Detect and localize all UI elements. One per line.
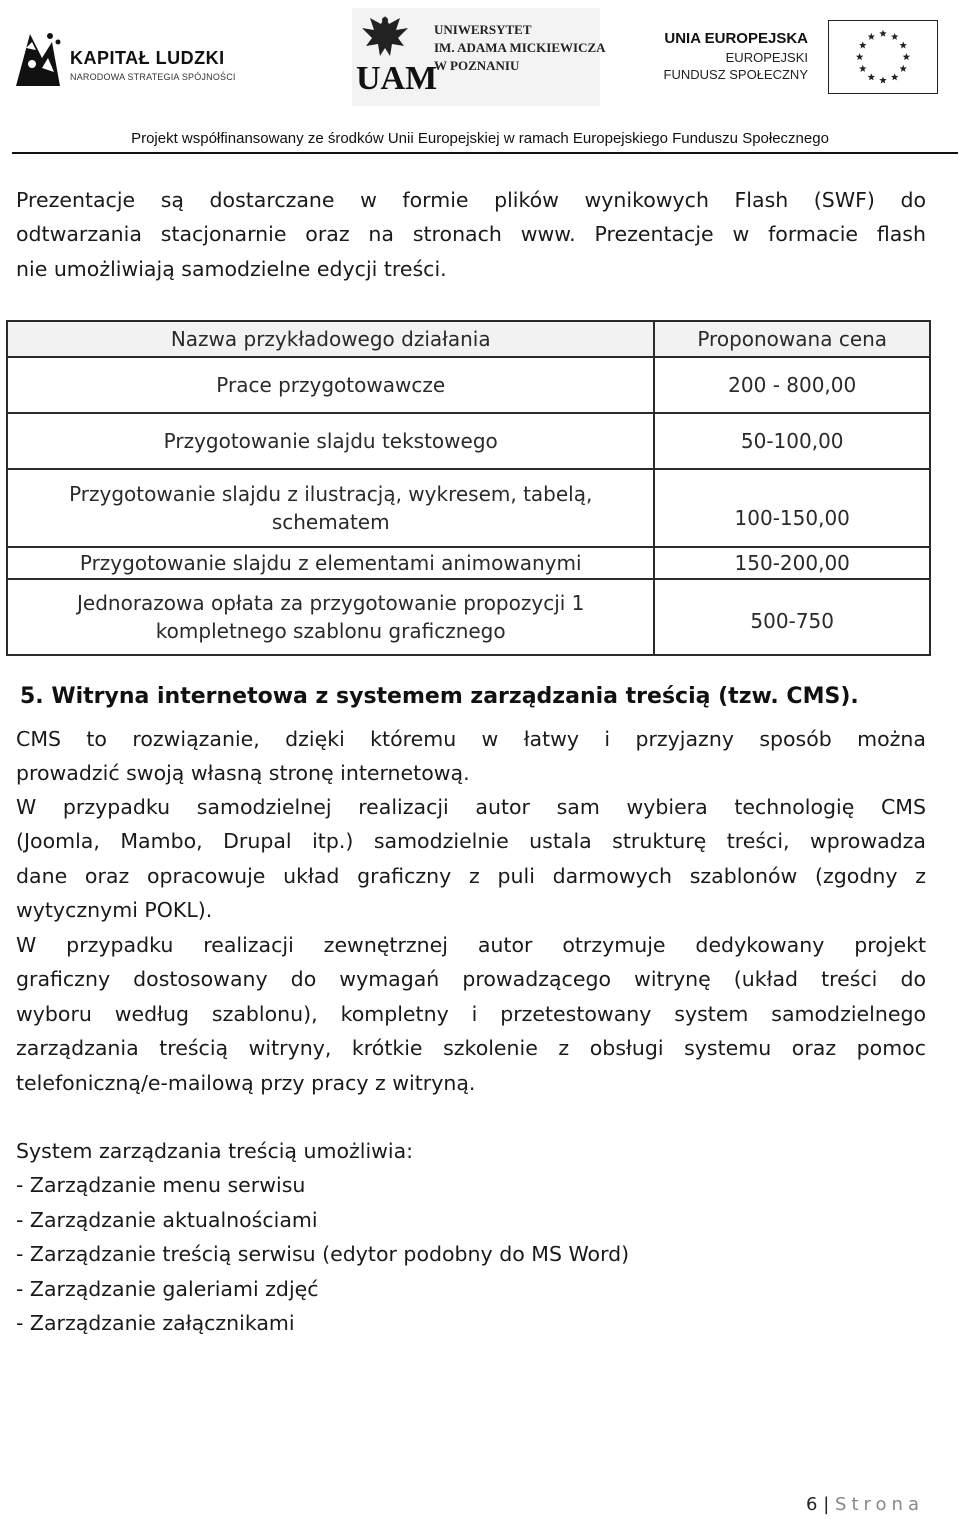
eu-star-icon bbox=[879, 76, 886, 83]
page-header bbox=[0, 0, 960, 156]
list-item: - Zarządzanie treścią serwisu (edytor podobny do MS Word) bbox=[16, 1242, 630, 1267]
table-cell-price: 200 - 800,00 bbox=[654, 357, 930, 413]
table-cell-line: Jednorazowa opłata za przygotowanie propozycji 1 bbox=[77, 591, 585, 615]
eu-star-icon bbox=[868, 73, 875, 80]
section-heading: 5. Witryna internetowa z systemem zarządzania treścią (tzw. CMS). bbox=[20, 684, 859, 709]
paragraph-line: W przypadku realizacji zewnętrznej autor otrzymuje dedykowany projekt bbox=[16, 933, 926, 957]
eu-star-icon bbox=[900, 65, 907, 72]
table-cell-price: 100-150,00 bbox=[654, 469, 930, 547]
cms-features-list bbox=[16, 1134, 926, 1340]
table-row bbox=[7, 357, 930, 413]
table-row bbox=[7, 579, 930, 655]
kapital-ludzki-logo bbox=[12, 28, 236, 98]
table-row bbox=[7, 413, 930, 469]
list-item: - Zarządzanie załącznikami bbox=[16, 1311, 295, 1336]
eu-star-icon bbox=[891, 33, 898, 40]
list-item: - Zarządzanie galeriami zdjęć bbox=[16, 1276, 319, 1301]
intro-line: odtwarzania stacjonarnie oraz na stronach www. Prezentacje w formacie flash bbox=[16, 222, 926, 247]
uam-line-2: IM. ADAMA MICKIEWICZA bbox=[434, 40, 606, 55]
intro-line: nie umożliwiają samodzielne edycji treści. bbox=[16, 256, 447, 281]
table-cell-line: schematem bbox=[271, 510, 390, 534]
list-item: - Zarządzanie menu serwisu bbox=[16, 1173, 306, 1198]
page-footer bbox=[806, 1494, 924, 1515]
eu-line-1: UNIA EUROPEJSKA bbox=[664, 30, 808, 47]
table-cell-name: Przygotowanie slajdu tekstowego bbox=[7, 413, 654, 469]
eu-line-2: EUROPEJSKI bbox=[725, 50, 808, 65]
paragraph-line: graficzny dostosowany do wymagań prowadzącego witrynę (układ treści do bbox=[16, 967, 926, 992]
paragraph-line: CMS to rozwiązanie, dzięki któremu w łatwy i przyjazny sposób można bbox=[16, 727, 926, 751]
table-cell-price: 50-100,00 bbox=[654, 413, 930, 469]
eu-star-icon bbox=[856, 53, 863, 60]
table-header-row bbox=[7, 321, 930, 357]
table-cell-price: 150-200,00 bbox=[654, 547, 930, 579]
list-item: - Zarządzanie aktualnościami bbox=[16, 1207, 318, 1232]
table-cell-line: Przygotowanie slajdu z ilustracją, wykresem, tabelą, bbox=[69, 482, 593, 506]
eu-star-icon bbox=[903, 53, 910, 60]
paragraph-line: zarządzania treścią witryny, krótkie szkolenie z obsługi systemu oraz pomoc bbox=[16, 1036, 926, 1061]
page-number: 6 bbox=[806, 1494, 818, 1515]
footer-separator: | bbox=[823, 1494, 830, 1515]
eu-logo bbox=[660, 20, 940, 96]
paragraph-line: telefoniczną/e-mailową przy pracy z witryną. bbox=[16, 1070, 476, 1095]
paragraph-line: (Joomla, Mambo, Drupal itp.) samodzielnie ustala strukturę treści, wprowadza bbox=[16, 829, 926, 854]
eu-star-icon bbox=[859, 41, 866, 48]
section-paragraph-2 bbox=[16, 790, 926, 928]
price-table bbox=[6, 320, 931, 656]
table-row bbox=[7, 547, 930, 579]
intro-paragraph bbox=[16, 183, 926, 286]
table-cell-name bbox=[7, 469, 654, 547]
paragraph-line: dane oraz opracowuje układ graficzny z puli darmowych szablonów (zgodny z bbox=[16, 863, 926, 888]
eu-flag-icon bbox=[828, 20, 938, 94]
section-paragraph-3 bbox=[16, 928, 926, 1100]
kapital-ludzki-logo-icon bbox=[12, 28, 64, 90]
table-header-cell: Nazwa przykładowego działania bbox=[7, 321, 654, 357]
kapital-ludzki-subtitle: NARODOWA STRATEGIA SPÓJNOŚCI bbox=[70, 72, 236, 82]
table-cell-line: kompletnego szablonu graficznego bbox=[155, 619, 506, 643]
table-cell-name: Prace przygotowawcze bbox=[7, 357, 654, 413]
eu-star-icon bbox=[859, 65, 866, 72]
uam-logo bbox=[352, 8, 606, 106]
eu-star-icon bbox=[900, 41, 907, 48]
list-intro: System zarządzania treścią umożliwia: bbox=[16, 1139, 414, 1163]
uam-line-1: UNIWERSYTET bbox=[434, 22, 532, 37]
eu-line-3: FUNDUSZ SPOŁECZNY bbox=[663, 67, 808, 82]
paragraph-line: prowadzić swoją własną stronę internetową. bbox=[16, 761, 470, 786]
eu-star-icon bbox=[891, 73, 898, 80]
header-divider bbox=[12, 152, 958, 154]
footer-page-word: Strona bbox=[835, 1494, 924, 1515]
table-header-cell: Proponowana cena bbox=[654, 321, 930, 357]
uam-line-3: W POZNANIU bbox=[434, 58, 520, 73]
paragraph-line: wytycznymi POKL). bbox=[16, 898, 213, 923]
table-cell-name: Przygotowanie slajdu z elementami animowanymi bbox=[7, 547, 654, 579]
paragraph-line: wyboru według szablonu), kompletny i przetestowany system samodzielnego bbox=[16, 1001, 926, 1026]
uam-short: UAM bbox=[356, 60, 438, 97]
table-cell-price: 500-750 bbox=[654, 579, 930, 655]
project-cofinance-line: Projekt współfinansowany ze środków Unii Europejskiej w ramach Europejskiego Funduszu Społecznego bbox=[131, 130, 829, 147]
table-cell-name bbox=[7, 579, 654, 655]
eu-star-icon bbox=[879, 30, 886, 37]
table-row bbox=[7, 469, 930, 547]
intro-line: Prezentacje są dostarczane w formie plików wynikowych Flash (SWF) do bbox=[16, 188, 926, 212]
eu-star-icon bbox=[868, 33, 875, 40]
paragraph-line: W przypadku samodzielnej realizacji autor sam wybiera technologię CMS bbox=[16, 795, 926, 819]
uam-eagle-icon bbox=[360, 12, 410, 60]
section-paragraph-1 bbox=[16, 722, 926, 791]
kapital-ludzki-title: KAPITAŁ LUDZKI bbox=[70, 48, 225, 68]
